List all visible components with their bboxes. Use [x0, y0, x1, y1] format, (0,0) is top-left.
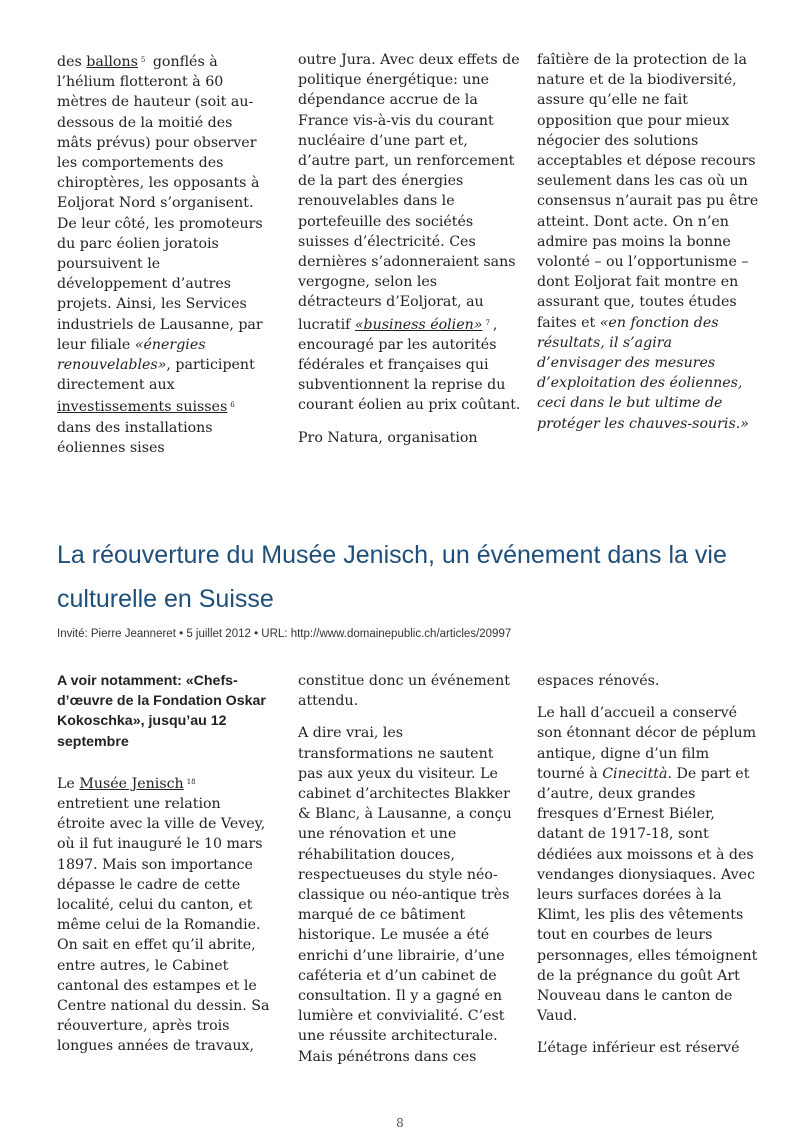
paragraph: Le Musée Jenisch $^{18}$ entretient une relation étroite avec la ville de Vevey, où il fut inauguré le 10 mars 1897. Mais son importance dépasse le cadre de cette localité, celui du canton, et même celui de la Romandie. On sait en effet qu’il abrite, entre autres, le Cabinet cantonal des estampes et le Centre national du dessin. Sa réouverture, après trois longues années de travaux,	[57, 775, 270, 1055]
link-investissements-suisses[interactable]: investissements suisses	[57, 399, 228, 416]
paragraph: Pro Natura, organisation	[298, 429, 478, 446]
link-musee-jenisch[interactable]: Musée Jenisch	[79, 775, 184, 792]
footnote-ref[interactable]: 6	[230, 401, 235, 410]
article-column-3	[537, 671, 759, 1071]
paragraph: faîtière de la protection de la nature et de la biodiversité, assure qu’elle ne fait opposition que pour mieux négocier des solutions acceptables et dépose recours seulement dans les cas où un consensus n’aurait pas pu être atteint. Dont acte. On n’en admire pas moins la bonne volonté – ou l’opportunisme – dont Eoljorat fait montre en assurant que, toutes études faites et «en fonction des résultats, il s’agira d’envisager des mesures d’exploitation des éoliennes, ceci dans le but ultime de protéger les chauves-souris.»	[537, 52, 759, 432]
link-ballons[interactable]: ballons	[86, 54, 138, 70]
article-column-2	[298, 671, 522, 1079]
paragraph: outre Jura. Avec deux effets de politique énergétique: une dépendance accrue de la France vis-à-vis du courant nucléaire d’une part et, d’autre part, un renforcement de la part des énergies renouvelables dans le portefeuille des sociétés suisses d’électricité. Ces dernières s’adonneraient sans vergogne, selon les détracteurs d’Eoljorat, au lucratif «business éolien» $^7$ , encouragé par les autorités fédérales et françaises qui subventionnent la reprise du courant éolien au prix coûtant.	[298, 52, 521, 414]
paragraph: des ballons $^5$ gonflés à l’hélium flotteront à 60 mètres de hauteur (soit au-dessous de la moitié des mâts prévus) pour observer les comportements des chiroptères, les opposants à Eoljorat Nord s’organisent. De leur côté, les promoteurs du parc éolien joratois poursuivent le développement d’autres projets. Ainsi, les Services industriels de Lausanne, par leur filiale «énergies renouvelables», participent directement aux investissements suisses $^6$ dans des installations éoliennes sises	[57, 54, 263, 456]
paragraph: espaces rénovés.	[537, 673, 660, 689]
continued-column-1	[57, 50, 271, 470]
paragraph: L’étage inférieur est réservé	[537, 1040, 740, 1057]
paragraph: Le hall d’accueil a conservé son étonnant décor de péplum antique, digne d’un film tourné à Cinecittà. De part et d’autre, deux grandes fresques d’Ernest Biéler, datant de 1917-18, sont dédiées aux moissons et à des vendanges dionysiaques. Avec leurs surfaces dorées à la Klimt, les plis des vêtements tout en courbes de leurs personnages, elles témoignent de la prégnance du goût Art Nouveau dans le canton de Vaud.	[537, 705, 758, 1025]
article-title: La réouverture du Musée Jenisch, un événement dans la vie culturelle en Suisse	[57, 541, 727, 613]
article-column-1	[57, 671, 271, 1069]
continued-column-2	[298, 50, 522, 460]
link-business-eolien[interactable]: «business éolien»	[354, 316, 483, 333]
footnote-ref[interactable]: 7	[485, 318, 490, 327]
footnote-ref[interactable]: 18	[186, 777, 196, 786]
paragraph: constitue donc un événement attendu.	[298, 673, 510, 710]
continued-column-3	[537, 50, 759, 446]
article-meta: Invité: Pierre Jeanneret • 5 juillet 2012 • URL: http://www.domainepublic.ch/articles/20997	[57, 628, 512, 640]
paragraph: A dire vrai, les transformations ne sautent pas aux yeux du visiteur. Le cabinet d’architectes Blakker & Blanc, à Lausanne, a conçu une rénovation et une réhabilitation douces, respectueuses du style néo-classique ou néo-antique très marqué de ce bâtiment historique. Le musée a été enrichi d’une librairie, d’une caféteria et d’un cabinet de consultation. Il y a gagné en lumière et convivialité. C’est une réussite architecturale. Mais pénétrons dans ces	[298, 725, 512, 1065]
page-number: 8	[396, 1116, 404, 1130]
footnote-ref[interactable]: 5	[140, 56, 146, 64]
article-lead: A voir notamment: «Chefs-d’œuvre de la Fondation Oskar Kokoschka», jusqu’au 12 septembre	[57, 673, 266, 750]
